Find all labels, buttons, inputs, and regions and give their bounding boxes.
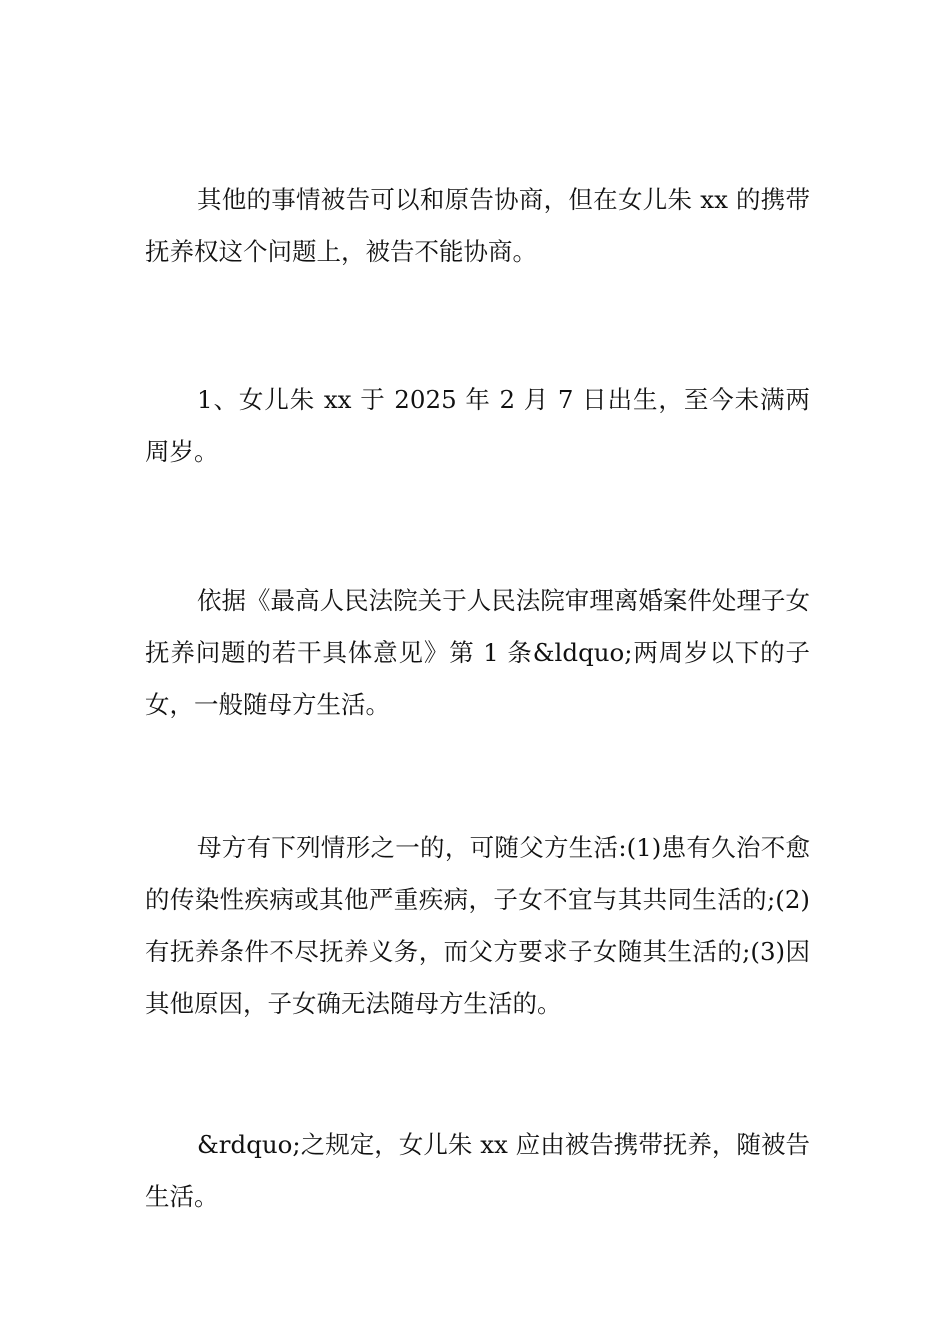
- paragraph-legal-basis: 依据《最高人民法院关于人民法院审理离婚案件处理子女抚养问题的若干具体意见》第 1 条&ldquo;两周岁以下的子女，一般随母方生活。: [145, 586, 810, 719]
- paragraph-negotiation: 其他的事情被告可以和原告协商，但在女儿朱 xx 的携带抚养权这个问题上，被告不能协商。: [145, 185, 810, 266]
- paragraph-exceptions: 母方有下列情形之一的，可随父方生活:(1)患有久治不愈的传染性疾病或其他严重疾病，子女不宜与其共同生活的;(2)有抚养条件不尽抚养义务，而父方要求子女随其生活的;(3)因其他原因，子女确无法随母方生活的。: [145, 833, 810, 1018]
- paragraph-conclusion: &rdquo;之规定，女儿朱 xx 应由被告携带抚养，随被告生活。: [145, 1130, 810, 1211]
- paragraph-daughter-birth: 1、女儿朱 xx 于 2025 年 2 月 7 日出生，至今未满两周岁。: [145, 385, 810, 466]
